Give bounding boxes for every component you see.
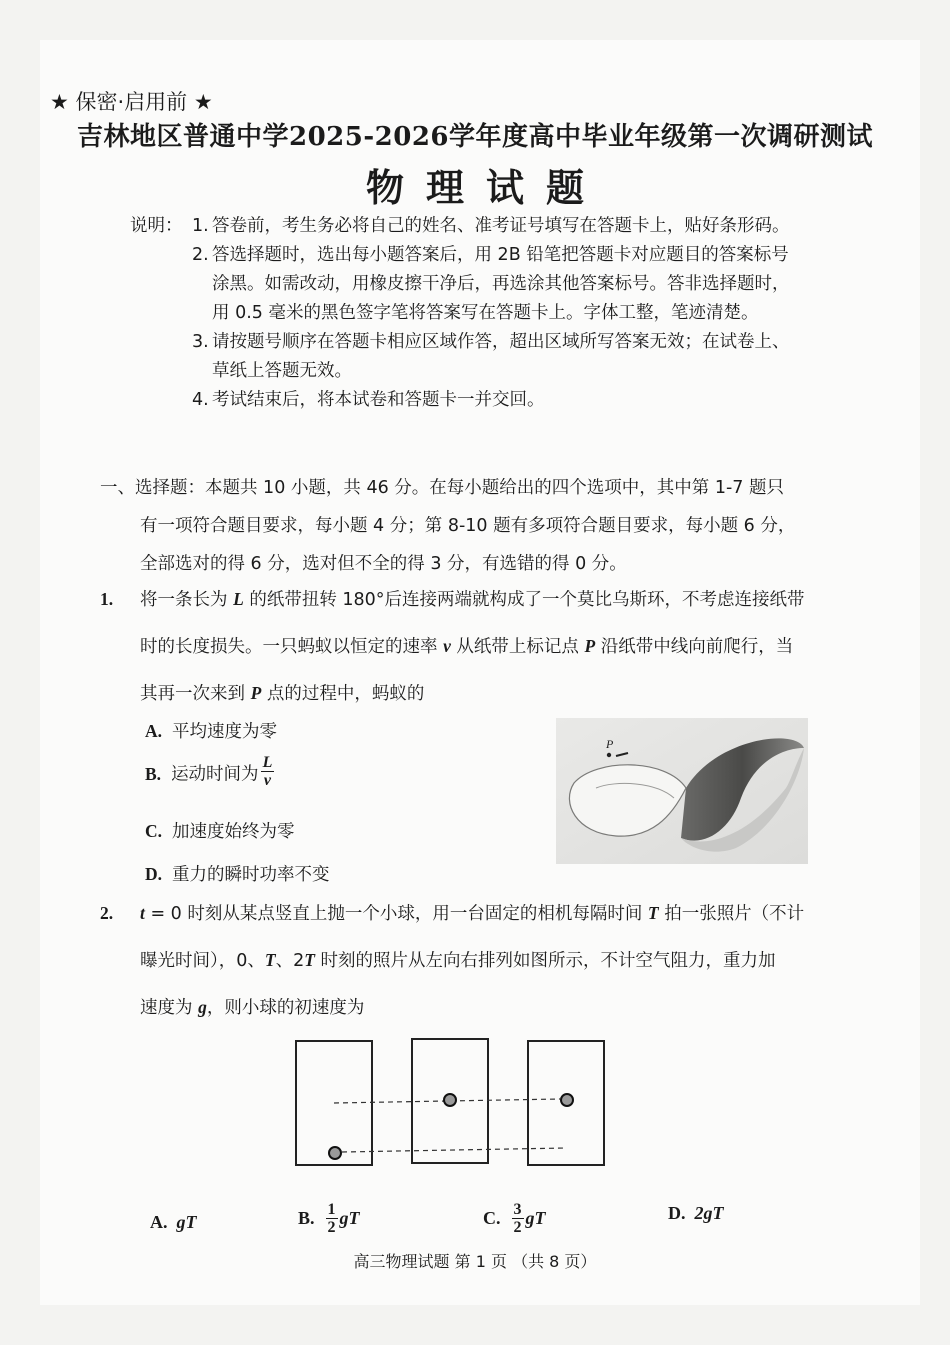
question-text: 从纸带上标记点 [450,637,585,657]
fraction-denominator: 2 [513,1219,522,1236]
section-heading [100,469,795,583]
symbol-t: t [140,903,145,923]
q2-option-b [298,1201,360,1236]
mobius-strip-figure [556,718,808,864]
question-text: 、2 [275,951,305,971]
q1-option-a [145,718,277,743]
option-letter: D. [145,864,163,884]
option-letter: C. [483,1208,501,1228]
symbol-P: P [584,636,596,656]
section-line: 全部选对的得 6 分，选对但不全的得 3 分，有选错的得 0 分。 [140,554,627,574]
option-letter: C. [145,821,163,841]
option-text: gT [339,1208,360,1228]
option-letter: B. [145,763,162,784]
question-text: 拍一张照片（不计 [658,904,805,924]
question-text: 点的过程中，蚂蚁的 [261,684,425,704]
question-text: = 0 时刻从某点竖直上抛一个小球，用一台固定的相机每隔时间 [144,904,648,924]
option-letter: B. [298,1208,315,1228]
question-text: 曝光时间），0、 [140,951,265,971]
question-text: 速度为 [140,998,199,1018]
note-line: 答卷前，考生务必将自己的姓名、准考证号填写在答题卡上，贴好条形码。 [212,216,790,236]
fraction-denominator: 2 [327,1219,336,1236]
confidential-mark: ★ 保密·启用前 ★ [50,90,213,114]
q1-option-c [145,818,295,843]
instructions [130,212,790,415]
q2-option-c [483,1201,546,1236]
question-text: 沿纸带中线向前爬行，当 [595,637,794,657]
symbol-T: T [647,903,659,923]
q2-option-d [668,1203,724,1224]
ball-at-0 [329,1147,341,1159]
question-text: 时刻的照片从左向右排列如图所示，不计空气阻力，重力加 [314,951,776,971]
note-line: 草纸上答题无效。 [212,361,352,381]
q1-option-b [145,754,276,789]
note-line: 考试结束后，将本试卷和答题卡一并交回。 [212,390,545,410]
option-text: 加速度始终为零 [172,822,295,842]
instructions-label: 说明： [130,216,183,236]
symbol-L: L [233,589,244,609]
option-text: 平均速度为零 [172,722,278,742]
symbol-T: T [264,950,276,970]
symbol-g: g [198,997,207,1017]
option-letter: D. [668,1203,686,1223]
subject-title: 物理试题 [365,165,606,210]
section-line: 一、选择题：本题共 10 小题，共 46 分。在每小题给出的四个选项中，其中第 1-7 题只 [100,478,784,498]
ball-at-2T [561,1094,573,1106]
question-text: 的纸带扭转 180°后连接两端就构成了一个莫比乌斯环，不考虑连接纸带 [243,590,805,610]
photo-sequence-figure [290,1035,610,1175]
exam-title: 吉林地区普通中学2025-2026学年度高中毕业年级第一次调研测试 [76,122,874,152]
note-line: 请按题号顺序在答题卡相应区域作答，超出区域所写答案无效；在试卷上、 [212,332,790,352]
question-2 [100,890,804,1031]
symbol-T: T [304,950,315,970]
option-text: 2gT [694,1203,724,1223]
symbol-v: v [443,636,451,656]
fraction-L-over-v [261,754,275,789]
page-footer: 高三物理试题 第 1 页 （共 8 页） [353,1252,597,1271]
figure-label-P: P [606,737,614,751]
q1-option-d [145,861,330,886]
fraction-numerator: L [262,754,273,771]
fraction-numerator: 3 [513,1201,522,1218]
option-text: 运动时间为 [171,764,259,785]
symbol-P: P [250,683,262,703]
ball-at-T [444,1094,456,1106]
option-letter: A. [150,1212,168,1232]
fraction-1-over-2 [326,1201,338,1236]
question-1 [100,576,805,717]
question-text: 其再一次来到 [140,684,251,704]
section-line: 有一项符合题目要求，每小题 4 分；第 8-10 题有多项符合题目要求，每小题 6 分， [140,516,796,536]
note-number: 3. [192,332,209,352]
q2-option-a [150,1212,197,1233]
fraction-numerator: 1 [327,1201,336,1218]
option-text: 重力的瞬时功率不变 [172,865,330,885]
fraction-3-over-2 [512,1201,524,1236]
note-line: 涂黑。如需改动，用橡皮擦干净后，再选涂其他答案标号。答非选择题时， [212,274,790,294]
question-text: ，则小球的初速度为 [206,998,365,1018]
note-number: 2. [192,245,209,265]
question-number: 2. [100,903,114,923]
note-number: 1. [192,216,209,236]
note-line: 用 0.5 毫米的黑色签字笔将答案写在答题卡上。字体工整，笔迹清楚。 [212,303,759,323]
option-text: gT [525,1208,546,1228]
question-text: 将一条长为 [140,590,234,610]
note-line: 答选择题时，选出每小题答案后，用 2B 铅笔把答题卡对应题目的答案标号 [212,245,789,265]
option-text: gT [176,1212,197,1232]
question-text: 时的长度损失。一只蚂蚁以恒定的速率 [140,637,444,657]
question-number: 1. [100,589,114,609]
fraction-denominator: v [263,772,271,789]
option-letter: A. [145,721,163,741]
note-number: 4. [192,390,209,410]
